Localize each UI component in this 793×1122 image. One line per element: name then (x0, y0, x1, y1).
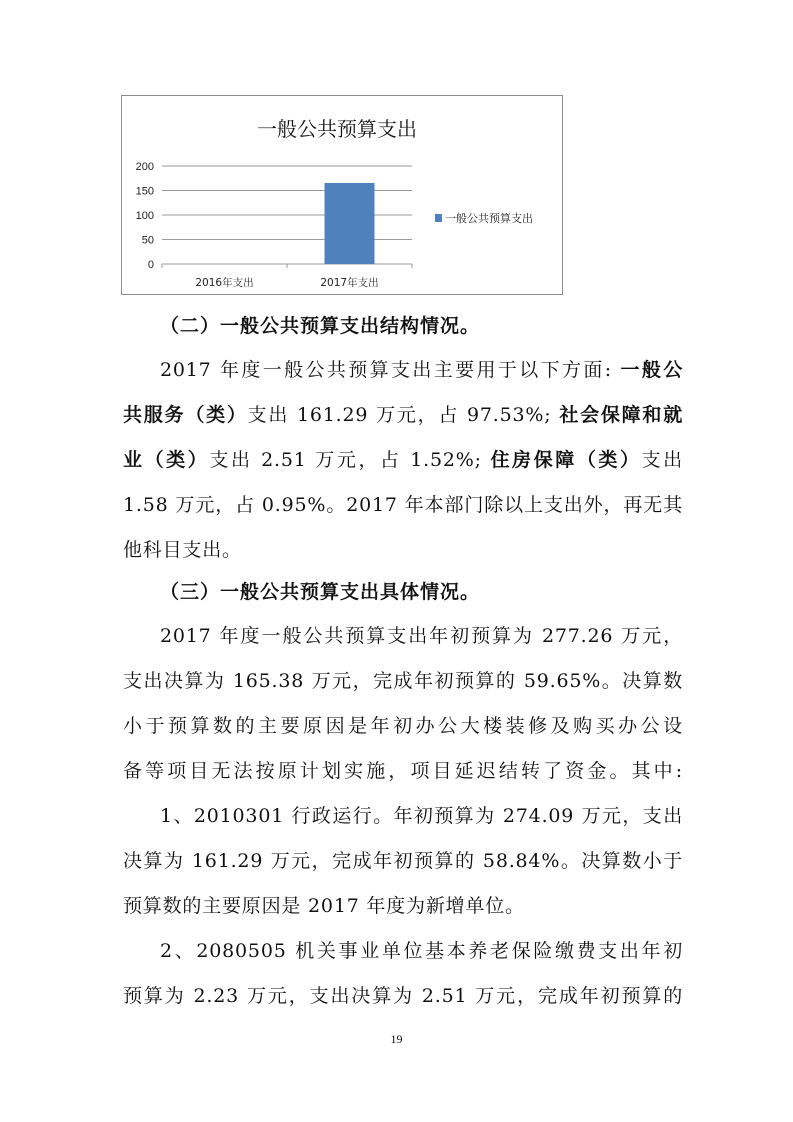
bold-term: 共服务（类） (123, 404, 248, 426)
legend-label: 一般公共预算支出 (445, 212, 533, 225)
bold-term: 住房保障（类） (490, 449, 642, 471)
y-tick-label: 50 (141, 234, 154, 247)
paragraph-line: 小于预算数的主要原因是年初办公大楼装修及购买办公设 (123, 715, 683, 737)
chart-title: 一般公共预算支出 (257, 117, 417, 141)
x-category-label: 2017年支出 (320, 277, 379, 289)
paragraph-line: 1、2010301 行政运行。年初预算为 274.09 万元，支出 (160, 805, 683, 827)
paragraph-line: 2、2080505 机关事业单位基本养老保险缴费支出年初 (160, 940, 683, 962)
paragraph-line (123, 448, 683, 472)
paragraph-line: 预算数的主要原因是 2017 年度为新增单位。 (123, 895, 525, 917)
text-segment: 他科目支出。 (123, 539, 242, 561)
section-heading-detail: （三）一般公共预算支出具体情况。 (160, 581, 481, 603)
text-segment: 支出 2.51 万元，占 1.52%; (209, 449, 491, 471)
paragraph-line: 决算为 161.29 万元，完成年初预算的 58.84%。决算数小于 (123, 850, 683, 872)
bold-term: 一般公 (620, 359, 683, 381)
x-category-label: 2016年支出 (195, 277, 254, 289)
paragraph-line (123, 403, 683, 427)
bar-chart (121, 95, 563, 295)
text-segment: 2017 年度一般公共预算支出主要用于以下方面: (160, 359, 621, 381)
bold-term: 业（类） (123, 449, 210, 471)
paragraph-line (123, 493, 683, 517)
bar (325, 183, 375, 264)
y-tick-label: 150 (135, 185, 154, 198)
y-tick-label: 200 (135, 161, 154, 173)
text-segment: 支出 (641, 449, 683, 471)
paragraph-line (123, 538, 683, 562)
y-tick-label: 100 (135, 210, 154, 222)
chart-canvas (122, 96, 562, 294)
paragraph-line: 2017 年度一般公共预算支出年初预算为 277.26 万元， (160, 625, 683, 647)
section-heading-structure: （二）一般公共预算支出结构情况。 (160, 315, 481, 337)
paragraph-line: 预算为 2.23 万元，支出决算为 2.51 万元，完成年初预算的 (123, 985, 683, 1007)
bold-term: 社会保障和就 (559, 404, 683, 426)
legend-swatch (435, 214, 442, 222)
paragraph-line: 备等项目无法按原计划实施，项目延迟结转了资金。其中: (123, 760, 683, 782)
page-number: 19 (390, 1032, 403, 1046)
text-segment: 支出 161.29 万元，占 97.53%; (247, 404, 560, 426)
paragraph-line: 支出决算为 165.38 万元，完成年初预算的 59.65%。决算数 (123, 670, 683, 692)
paragraph-line (160, 358, 683, 382)
text-segment: 1.58 万元，占 0.95%。2017 年本部门除以上支出外，再无其 (123, 494, 683, 516)
y-tick-label: 0 (147, 259, 154, 271)
